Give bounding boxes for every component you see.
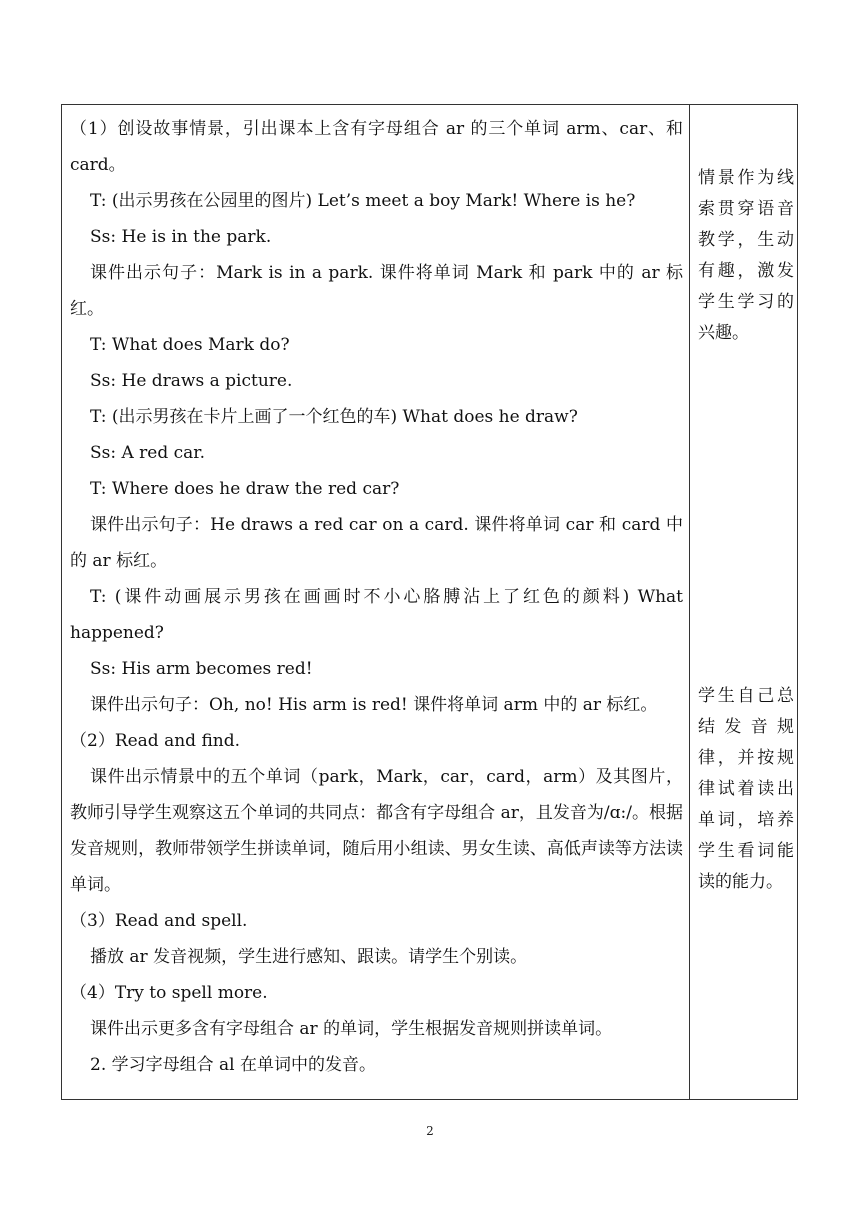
text-line-19: 课件出示更多含有字母组合 ar 的单词，学生根据发音规则拼读单词。 bbox=[90, 1019, 613, 1039]
text-line-7: T: (出示男孩在卡片上画了一个红色的车) What does he draw? bbox=[90, 407, 578, 427]
text-line-2: T: (出示男孩在公园里的图片) Let’s meet a boy Mark! Where is he? bbox=[90, 191, 636, 211]
text-line-20: 2. 学习字母组合 al 在单词中的发音。 bbox=[90, 1055, 377, 1075]
teaching-process-cell bbox=[62, 111, 689, 1083]
text-line-18: （4）Try to spell more. bbox=[70, 983, 268, 1003]
text-line-5: T: What does Mark do? bbox=[90, 335, 290, 355]
text-line-11: T: (课件动画展示男孩在画画时不小心胳膊沾上了红色的颜料) What happened? bbox=[70, 587, 683, 643]
text-line-3: Ss: He is in the park. bbox=[90, 227, 272, 247]
text-line-1: （1）创设故事情景，引出课本上含有字母组合 ar 的三个单词 arm、car、和 card。 bbox=[70, 119, 683, 175]
text-line-4: 课件出示句子：Mark is in a park. 课件将单词 Mark 和 park 中的 ar 标红。 bbox=[70, 263, 683, 319]
text-line-14: （2）Read and find. bbox=[70, 731, 241, 751]
text-line-13: 课件出示句子：Oh, no! His arm is red! 课件将单词 arm 中的 ar 标红。 bbox=[90, 695, 658, 715]
text-line-10: 课件出示句子：He draws a red car on a card. 课件将单词 car 和 card 中的 ar 标红。 bbox=[70, 515, 683, 571]
page-number: 2 bbox=[426, 1124, 434, 1138]
design-intent-note-2: 学生自己总结发音规律，并按规律试着读出单词，培养学生看词能读的能力。 bbox=[698, 686, 794, 892]
lesson-table bbox=[61, 104, 798, 1100]
text-line-12: Ss: His arm becomes red! bbox=[90, 659, 313, 679]
column-divider bbox=[689, 105, 690, 1099]
text-line-8: Ss: A red car. bbox=[90, 443, 205, 463]
text-line-15: 课件出示情景中的五个单词（park，Mark，car，card，arm）及其图片，教师引导学生观察这五个单词的共同点：都含有字母组合 ar，且发音为/ɑ:/。根据发音规则，教师带领学生拼读单词，随后用小组读、男女生读、高低声读等方法读单词。 bbox=[70, 767, 683, 895]
text-line-9: T: Where does he draw the red car? bbox=[90, 479, 400, 499]
design-intent-note-1: 情景作为线索贯穿语音教学，生动有趣，激发学生学习的兴趣。 bbox=[698, 168, 794, 343]
text-line-6: Ss: He draws a picture. bbox=[90, 371, 293, 391]
text-line-17: 播放 ar 发音视频，学生进行感知、跟读。请学生个别读。 bbox=[90, 947, 528, 967]
text-line-16: （3）Read and spell. bbox=[70, 911, 248, 931]
